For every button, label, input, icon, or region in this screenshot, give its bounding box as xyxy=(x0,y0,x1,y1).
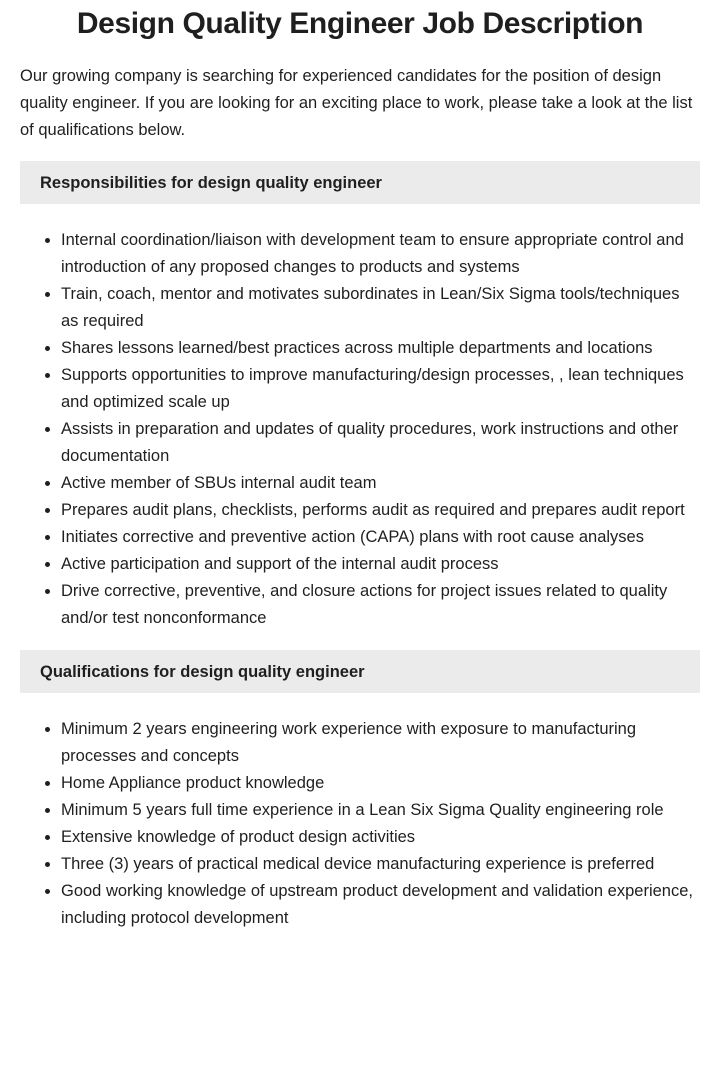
list-item: Drive corrective, preventive, and closure actions for project issues related to quality and/or test nonconformance xyxy=(20,578,700,632)
list-item: Minimum 2 years engineering work experience with exposure to manufacturing processes and concepts xyxy=(20,716,700,770)
list-item: Train, coach, mentor and motivates subordinates in Lean/Six Sigma tools/techniques as required xyxy=(20,281,700,335)
page-title: Design Quality Engineer Job Description xyxy=(76,7,644,40)
list-item: Prepares audit plans, checklists, performs audit as required and prepares audit report xyxy=(20,497,700,524)
list-item: Minimum 5 years full time experience in a Lean Six Sigma Quality engineering role xyxy=(20,797,700,824)
bullet-list xyxy=(20,716,700,932)
list-item: Assists in preparation and updates of quality procedures, work instructions and other documentation xyxy=(20,416,700,470)
intro-paragraph: Our growing company is searching for experienced candidates for the position of design quality engineer. If you are looking for an exciting place to work, please take a look at the list of qualifications below. xyxy=(20,67,693,139)
job-section xyxy=(20,161,700,632)
list-item: Extensive knowledge of product design activities xyxy=(20,824,700,851)
list-item: Active participation and support of the internal audit process xyxy=(20,551,700,578)
sections-container xyxy=(20,161,700,932)
list-item: Three (3) years of practical medical device manufacturing experience is preferred xyxy=(20,851,700,878)
list-item: Initiates corrective and preventive action (CAPA) plans with root cause analyses xyxy=(20,524,700,551)
section-heading: Qualifications for design quality engineer xyxy=(20,650,700,693)
list-item: Home Appliance product knowledge xyxy=(20,770,700,797)
list-item: Active member of SBUs internal audit team xyxy=(20,470,700,497)
list-item: Good working knowledge of upstream product development and validation experience, including protocol development xyxy=(20,878,700,932)
list-item: Supports opportunities to improve manufacturing/design processes, , lean techniques and optimized scale up xyxy=(20,362,700,416)
job-section xyxy=(20,650,700,932)
bullet-list xyxy=(20,227,700,632)
section-heading: Responsibilities for design quality engineer xyxy=(20,161,700,204)
list-item: Internal coordination/liaison with development team to ensure appropriate control and introduction of any proposed changes to products and systems xyxy=(20,227,700,281)
list-item: Shares lessons learned/best practices across multiple departments and locations xyxy=(20,335,700,362)
